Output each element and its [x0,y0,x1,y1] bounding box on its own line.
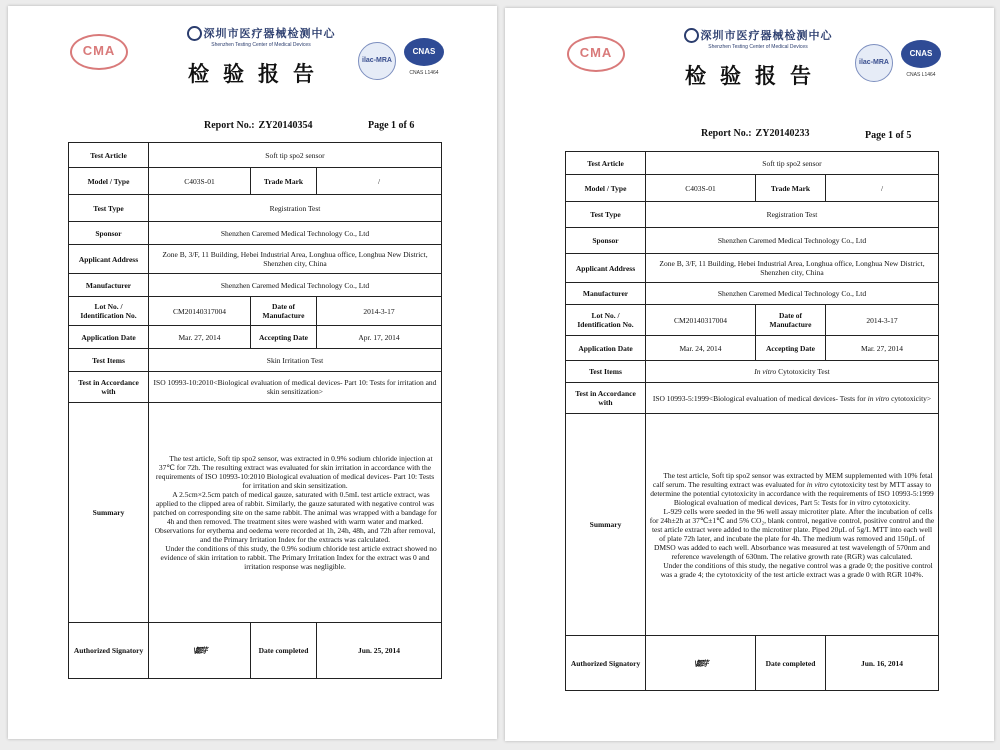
test-items-value: In vitro Cytotoxicity Test [646,361,939,383]
cnas-logo: CNAS [404,38,444,66]
table-row: Summary The test article, Soft tip spo2 sensor, was extracted in 0.9% sodium chloride injection at 37℃ for 72h. The resulting extract was evaluated for skin irritation in accordance with the requirements of ISO 10993-10:2010 Biological evaluation of medical devices- Part 10: Tests for irritation and skin sensitization. A 2.5cm×2.5cm patch of medical gauze, saturated with 0.5mL test article extract, was applied to the clipped area of rabbit. Similarly, the gauze saturated with negative control was patched on corresponding site on the same rabbit. The animal was wrapped with a bandage for 4h and then removed. The treatment sites were washed with warm water and marked. Observations for erythema and oedema were recorded at 1h, 24h, 48h, and 72h after removal, and the Primary Irritation Index for the extracts was calculated. Under the conditions of this study, the 0.9% sodium chloride test article extract showed no evidence of skin irritation to rabbit. The Primary Irritation Index for the extract was 0 and irritation response was negligible. [69,403,442,623]
ilac-mra-logo: ilac-MRA [855,44,893,82]
ilac-mra-logo: ilac-MRA [358,42,396,80]
cnas-number: CNAS L1464 [409,70,439,76]
table-row: Lot No. / Identification No. CM20140317004 Date of Manufacture 2014-3-17 [69,297,442,326]
table-row: Application Date Mar. 27, 2014 Accepting Date Apr. 17, 2014 [69,326,442,349]
table-row: Test Items In vitro Cytotoxicity Test [566,361,939,383]
page-indicator: Page 1 of 6 [368,120,415,131]
table-row: Applicant Address Zone B, 3/F, 11 Building, Hebei Industrial Area, Longhua office, Longhua New District, Shenzhen city, China [566,254,939,283]
report-table [565,151,939,691]
standard-value: ISO 10993-5:1999<Biological evaluation of medical devices- Tests for in vitro cytotoxicity> [646,383,939,414]
table-row: Test Article Soft tip spo2 sensor [566,152,939,175]
report-sheet-2 [505,8,994,741]
table-row: Manufacturer Shenzhen Caremed Medical Technology Co., Ltd [69,274,442,297]
report-number: Report No.: ZY20140354 [204,120,313,131]
report-title: 检验报告 [188,62,328,86]
table-row: Model / Type C403S-01 Trade Mark / [566,175,939,202]
institute-logo-icon [684,28,699,43]
table-row: Model / Type C403S-01 Trade Mark / [69,168,442,195]
table-row: Authorized Signatory \ 鄒芽 Date completed Jun. 16, 2014 [566,636,939,691]
summary-text: The test article, Soft tip spo2 sensor was extracted by MEM supplemented with 10% fetal calf serum. The resulting extract was evaluated for in vitro cytotoxicity test by MTT assay to determine the potential cytotoxicity in accordance with the requirements of ISO 10993-5:1999 Biological evaluation of medical devices, Part 5: Tests for in vitro cytotoxicity. L-929 cells were seeded in the 96 well assay microtiter plate. After the incubation of cells for 24h±2h at 37℃±1℃ and 5% CO₂, blank control, negative control, positive control and the test article extract were added to the microtiter plate. Piped 20μL of 5g/L MTT into each well of plate 72h later, and incubate the plate for 4h. The medium was removed and 150μL of DMSO was added to each well. Absorbance was measured at test wavelength of 570nm and reference wavelength of 630nm. The relative growth rate (RGR) was calculated. Under the conditions of this study, the negative control was a grade 0; the positive control was a grade 4; the cytotoxicity of the test article extract was a grade 0 with RGR 104%. [646,414,939,636]
cnas-logo: CNAS [901,40,941,68]
table-row: Test Items Skin Irritation Test [69,349,442,372]
cma-logo: CMA [567,36,625,72]
summary-text: The test article, Soft tip spo2 sensor, was extracted in 0.9% sodium chloride injection at 37℃ for 72h. The resulting extract was evaluated for skin irritation in accordance with the requirements of ISO 10993-10:2010 Biological evaluation of medical devices- Part 10: Tests for irritation and skin sensitization. A 2.5cm×2.5cm patch of medical gauze, saturated with 0.5mL test article extract, was applied to the clipped area of rabbit. Similarly, the gauze saturated with negative control was patched on corresponding site on the same rabbit. The animal was wrapped with a bandage for 4h and then removed. The treatment sites were washed with warm water and marked. Observations for erythema and oedema were recorded at 1h, 24h, 48h, and 72h after removal, and the Primary Irritation Index for the extracts was calculated. Under the conditions of this study, the 0.9% sodium chloride test article extract showed no evidence of skin irritation to rabbit. The Primary Irritation Index for the extract was 0 and irritation response was negligible. [149,403,442,623]
table-row: Authorized Signatory \ 鄒芽 Date completed Jun. 25, 2014 [69,623,442,679]
institute-header [668,26,848,50]
institute-logo-icon [187,26,202,41]
table-row: Sponsor Shenzhen Caremed Medical Technology Co., Ltd [69,222,442,245]
institute-name-zh: 深圳市医疗器械检测中心 [700,29,833,42]
table-row: Test Type Registration Test [566,202,939,228]
institute-name-en: Shenzhen Testing Center of Medical Devices [211,42,311,48]
cma-logo: CMA [70,34,128,70]
table-row: Test Type Registration Test [69,195,442,222]
cnas-number: CNAS L1464 [906,72,936,78]
table-row: Test in Accordance with ISO 10993-10:2010<Biological evaluation of medical devices- Part 10: Tests for irritation and skin sensitization> [69,372,442,403]
page-indicator: Page 1 of 5 [865,130,912,141]
report-number: Report No.: ZY20140233 [701,128,810,139]
table-row: Test Article Soft tip spo2 sensor [69,143,442,168]
signature: \ 鄒芽 [646,636,756,691]
institute-header [171,24,351,48]
table-row: Lot No. / Identification No. CM20140317004 Date of Manufacture 2014-3-17 [566,305,939,336]
report-table [68,142,442,679]
institute-name-zh: 深圳市医疗器械检测中心 [203,27,336,40]
table-row: Application Date Mar. 24, 2014 Accepting Date Mar. 27, 2014 [566,336,939,361]
table-row: Manufacturer Shenzhen Caremed Medical Technology Co., Ltd [566,283,939,305]
table-row: Test in Accordance with ISO 10993-5:1999<Biological evaluation of medical devices- Tests for in vitro cytotoxicity> [566,383,939,414]
signature: \ 鄒芽 [149,623,251,679]
table-row: Sponsor Shenzhen Caremed Medical Technology Co., Ltd [566,228,939,254]
report-sheet-1 [8,6,497,739]
report-title: 检验报告 [685,64,825,88]
table-row: Applicant Address Zone B, 3/F, 11 Building, Hebei Industrial Area, Longhua office, Longhua New District, Shenzhen city, China [69,245,442,274]
institute-name-en: Shenzhen Testing Center of Medical Devices [708,44,808,50]
table-row: Summary The test article, Soft tip spo2 sensor was extracted by MEM supplemented with 10% fetal calf serum. The resulting extract was evaluated for in vitro cytotoxicity test by MTT assay to determine the potential cytotoxicity in accordance with the requirements of ISO 10993-5:1999 Biological evaluation of medical devices, Part 5: Tests for in vitro cytotoxicity. L-929 cells were seeded in the 96 well assay microtiter plate. After the incubation of cells for 24h±2h at 37℃±1℃ and 5% CO₂, blank control, negative control, positive control and the test article extract were added to the microtiter plate. Piped 20μL of 5g/L MTT into each well of plate 72h later, and incubate the plate for 4h. The medium was removed and 150μL of DMSO was added to each well. Absorbance was measured at test wavelength of 570nm and reference wavelength of 630nm. The relative growth rate (RGR) was calculated. Under the conditions of this study, the negative control was a grade 0; the positive control was a grade 4; the cytotoxicity of the test article extract was a grade 0 with RGR 104%. [566,414,939,636]
